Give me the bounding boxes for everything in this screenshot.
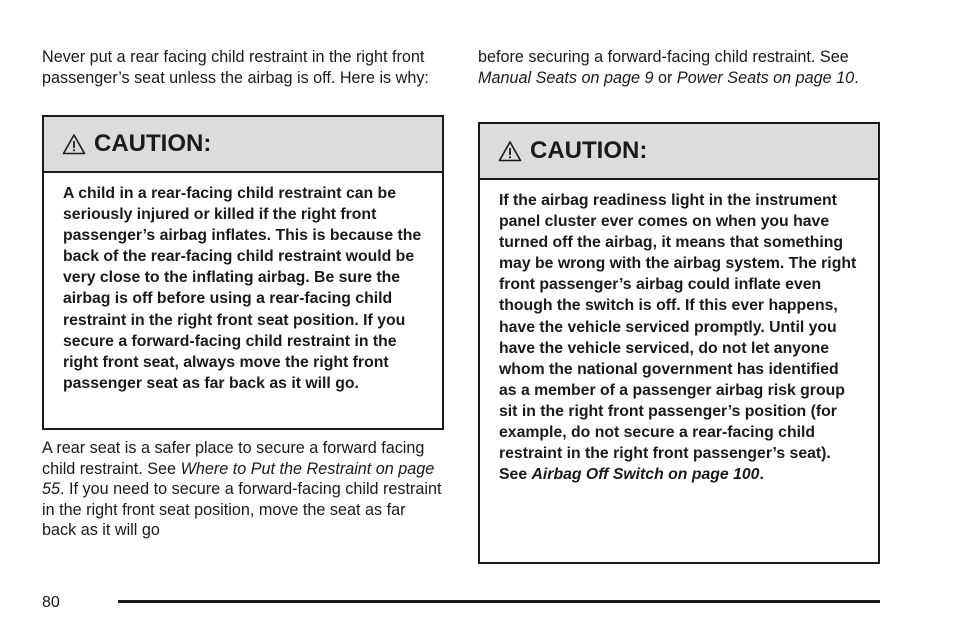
footer-rule xyxy=(118,600,880,603)
cross-reference-link[interactable]: Power Seats on page 10 xyxy=(676,68,855,87)
paragraph-text: . xyxy=(854,68,859,87)
paragraph-text: A rear seat is a safer place to secure a forward facing child restraint. See xyxy=(42,439,425,478)
caution-title: CAUTION: xyxy=(94,130,212,157)
page-number: 80 xyxy=(42,594,60,611)
cross-reference-link[interactable]: Airbag Off Switch on page 100 xyxy=(531,466,760,484)
paragraph-text: . If you need to secure a forward-facing child restraint in the right front seat position, move the seat as far back as it will go xyxy=(42,480,442,539)
caution-header xyxy=(480,124,878,180)
warning-triangle-icon xyxy=(498,140,522,162)
caution-header xyxy=(44,117,442,173)
paragraph-text: before securing a forward-facing child restraint. See xyxy=(478,48,849,66)
warning-triangle-icon xyxy=(62,133,86,155)
paragraph-text: or xyxy=(653,68,677,87)
caution-text: . xyxy=(759,466,764,484)
restraint-paragraph xyxy=(42,438,442,541)
cross-reference-link[interactable]: Manual Seats on page 9 xyxy=(478,68,654,87)
caution-body: A child in a rear-facing child restraint can be seriously injured or killed if the right front passenger’s airbag inflates. This is because the back of the rear-facing child restraint would be very close to the inflating airbag. Be sure the airbag is off before using a rear-facing child restraint in the right front seat position. If you secure a forward-facing child restraint in the right front seat, always move the right front passenger seat as far back as it will go. xyxy=(63,185,422,392)
caution-text: If the airbag readiness light in the instrument panel cluster ever comes on when you have turned off the airbag, it means that something may be wrong with the airbag system. The right front passenger’s airbag could inflate even though the switch is off. If this ever happens, have the vehicle serviced promptly. Until you have the vehicle serviced, do not let anyone whom the national government has identified as a member of a passenger airbag risk group sit in the right front passenger’s position (for example, do not secure a rear-facing child restraint in the right front passenger’s seat). See xyxy=(499,192,857,484)
cross-reference-link[interactable]: Where to Put the Restraint on page 55 xyxy=(42,459,435,498)
caution-body xyxy=(480,180,878,485)
caution-title: CAUTION: xyxy=(530,137,648,164)
caution-box-right xyxy=(478,122,880,564)
caution-box-left xyxy=(42,115,444,430)
intro-paragraph-right xyxy=(478,47,878,88)
intro-paragraph-left: Never put a rear facing child restraint in the right front passenger’s seat unless the airbag is off. Here is why: xyxy=(42,48,429,87)
